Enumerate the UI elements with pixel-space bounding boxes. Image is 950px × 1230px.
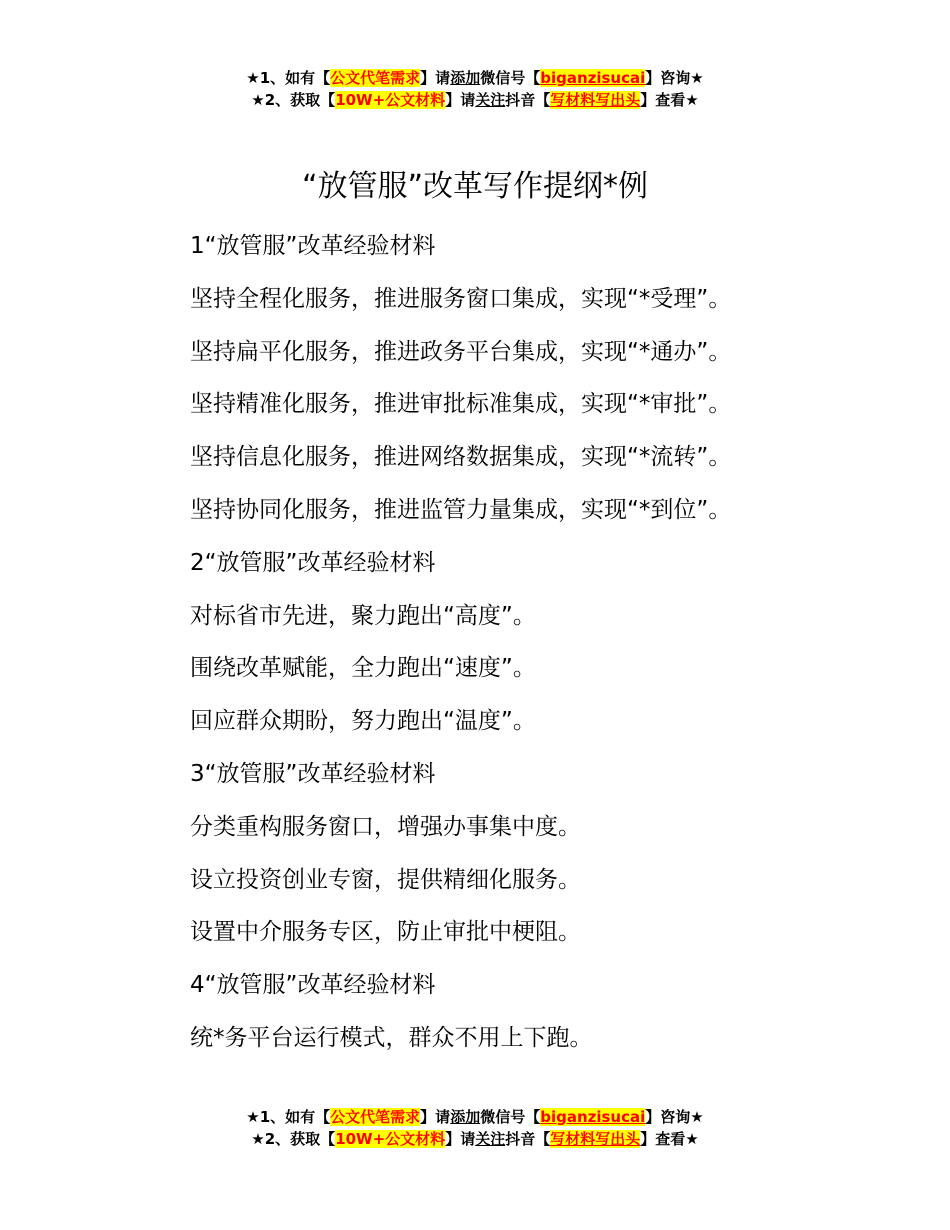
banner-text: 微信号【 — [480, 69, 541, 87]
banner-line-1 — [0, 67, 950, 89]
banner-underline: 添加 — [450, 1108, 481, 1126]
banner-line-1 — [0, 1106, 950, 1128]
banner-highlight: 公文代笔需求 — [330, 1108, 421, 1126]
banner-line-2 — [0, 89, 950, 111]
paragraph-line: 设置中介服务专区，防止审批中梗阻。 — [190, 919, 581, 946]
banner-text: ★2、获取【 — [251, 1130, 336, 1148]
section-heading: 4“放管服”改革经验材料 — [190, 972, 436, 999]
document-body — [190, 220, 810, 1065]
paragraph-line: 坚持扁平化服务，推进政务平台集成，实现“*通办”。 — [190, 338, 732, 365]
paragraph-line: 统*务平台运行模式，群众不用上下跑。 — [190, 1024, 593, 1051]
paragraph-line: 坚持协同化服务，推进监管力量集成，实现“*到位”。 — [190, 496, 732, 523]
paragraph-line: 分类重构服务窗口，增强办事集中度。 — [190, 813, 581, 840]
banner-underline: 关注 — [475, 91, 506, 109]
document-title: “放管服”改革写作提纲*例 — [301, 169, 649, 204]
paragraph-line: 对标省市先进，聚力跑出“高度”。 — [190, 602, 536, 629]
banner-text: 】请 — [445, 91, 476, 109]
banner-text: 】请 — [420, 69, 451, 87]
banner-text: 】请 — [445, 1130, 476, 1148]
footer-banner — [0, 1106, 950, 1150]
paragraph-line: 坚持全程化服务，推进服务窗口集成，实现“*受理”。 — [190, 285, 732, 312]
banner-highlight: biganzisucai — [540, 1108, 646, 1126]
banner-text: 】查看★ — [640, 1130, 699, 1148]
banner-text: 】咨询★ — [645, 1108, 704, 1126]
banner-highlight: 公文代笔需求 — [330, 69, 421, 87]
banner-text: 微信号【 — [480, 1108, 541, 1126]
section-heading: 1“放管服”改革经验材料 — [190, 233, 436, 259]
banner-text: ★1、如有【 — [246, 69, 331, 87]
banner-text: ★1、如有【 — [246, 1108, 331, 1126]
banner-underline: 关注 — [475, 1130, 506, 1148]
paragraph-line: 围绕改革赋能，全力跑出“速度”。 — [190, 655, 536, 682]
banner-text: 抖音【 — [505, 1130, 551, 1148]
section-heading: 2“放管服”改革经验材料 — [190, 549, 436, 576]
banner-highlight: biganzisucai — [540, 69, 646, 87]
banner-text: 】请 — [420, 1108, 451, 1126]
banner-highlight: 写材料写出头 — [550, 91, 641, 109]
banner-underline: 添加 — [450, 69, 481, 87]
banner-text: 】咨询★ — [645, 69, 704, 87]
banner-highlight: 10W+公文材料 — [335, 1130, 446, 1148]
section-heading: 3“放管服”改革经验材料 — [190, 760, 436, 787]
banner-line-2 — [0, 1128, 950, 1150]
header-banner — [0, 67, 950, 111]
paragraph-line: 坚持信息化服务，推进网络数据集成，实现“*流转”。 — [190, 444, 732, 471]
paragraph-line: 设立投资创业专窗，提供精细化服务。 — [190, 866, 581, 893]
banner-text: 】查看★ — [640, 91, 699, 109]
banner-highlight: 10W+公文材料 — [335, 91, 446, 109]
paragraph-line: 坚持精准化服务，推进审批标准集成，实现“*审批”。 — [190, 391, 732, 418]
banner-text: 抖音【 — [505, 91, 551, 109]
banner-text: ★2、获取【 — [251, 91, 336, 109]
paragraph-line: 回应群众期盼，努力跑出“温度”。 — [190, 708, 536, 735]
banner-highlight: 写材料写出头 — [550, 1130, 641, 1148]
